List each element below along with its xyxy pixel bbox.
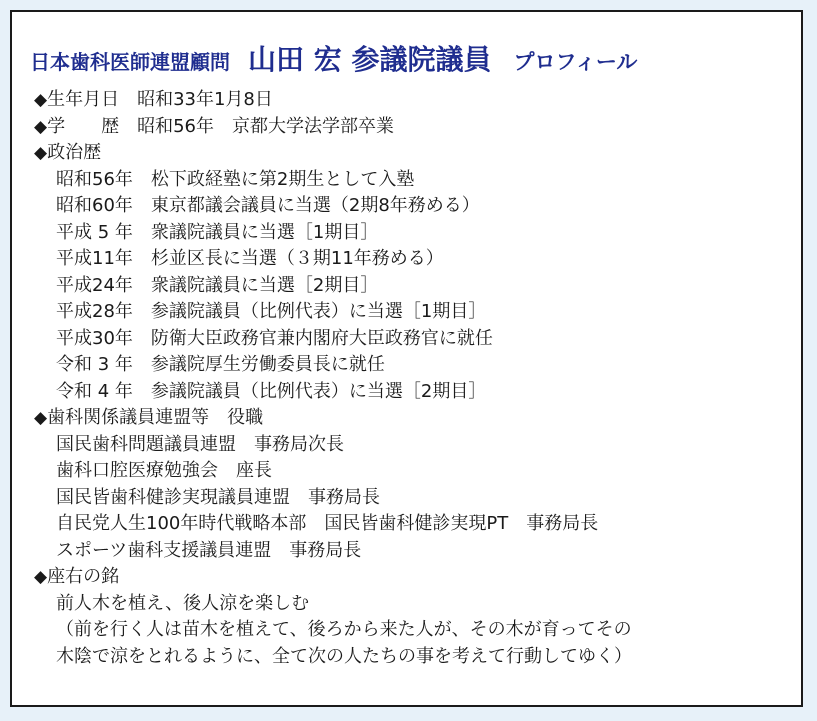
profile-line (34, 538, 794, 565)
line-text: （前を行く人は苗木を植えて、後ろから来た人が、その木が育ってその (56, 619, 632, 640)
profile-line (34, 193, 794, 220)
diamond-bullet-icon: ◆ (34, 143, 48, 163)
line-text: 国民皆歯科健診実現議員連盟 事務局長 (56, 486, 380, 508)
section-heading (34, 140, 794, 167)
line-text: 木陰で涼をとれるように、全て次の人たちの事を考えて行動してゆく） (56, 645, 632, 667)
line-text: 政治歴 (47, 142, 102, 163)
profile-line (34, 167, 794, 194)
profile-line (34, 273, 794, 300)
line-text: 平成24年 衆議院議員に当選［2期目］ (56, 274, 379, 296)
profile-line (34, 326, 794, 353)
profile-line (34, 432, 794, 459)
line-text: 平成11年 杉並区長に当選（３期11年務める） (56, 248, 444, 269)
line-text: 学 歴 昭和56年 京都大学法学部卒業 (47, 115, 394, 137)
profile-header (30, 38, 637, 78)
section-heading (34, 564, 794, 591)
line-text: スポーツ歯科支援議員連盟 事務局長 (56, 539, 362, 561)
profile-line (34, 511, 794, 538)
profile-line (34, 591, 794, 618)
diamond-bullet-icon: ◆ (34, 90, 48, 110)
line-text: 昭和56年 松下政経塾に第2期生として入塾 (56, 168, 415, 190)
line-text: 令和 3 年 参議院厚生労働委員長に就任 (56, 354, 385, 375)
line-text: 国民歯科問題議員連盟 事務局次長 (56, 433, 344, 455)
diamond-bullet-icon: ◆ (34, 408, 48, 428)
line-text: 前人木を植え、後人涼を楽しむ (56, 592, 310, 614)
line-text: 令和 4 年 参議院議員（比例代表）に当選［2期目］ (56, 380, 487, 402)
profile-line (34, 299, 794, 326)
section-heading (34, 87, 794, 114)
line-text: 平成30年 防衛大臣政務官兼内閣府大臣政務官に就任 (56, 327, 493, 349)
profile-line (34, 220, 794, 247)
profile-line (34, 246, 794, 273)
profile-card (10, 10, 803, 707)
line-text: 昭和60年 東京都議会議員に当選（2期8年務める） (56, 195, 480, 216)
section-heading (34, 405, 794, 432)
profile-line (34, 644, 794, 671)
profile-line (34, 379, 794, 406)
line-text: 生年月日 昭和33年1月8日 (47, 89, 273, 110)
line-text: 歯科口腔医療勉強会 座長 (56, 460, 272, 481)
header-profile-label: プロフィール (513, 50, 638, 74)
line-text: 平成 5 年 衆議院議員に当選［1期目］ (56, 221, 379, 243)
line-text: 自民党人生100年時代戦略本部 国民皆歯科健診実現PT 事務局長 (56, 513, 599, 534)
header-organization: 日本歯科医師連盟顧問 (30, 50, 230, 74)
header-name: 山田 宏 参議院議員 (248, 43, 492, 76)
profile-line (34, 485, 794, 512)
section-heading (34, 114, 794, 141)
profile-line (34, 617, 794, 644)
line-text: 歯科関係議員連盟等 役職 (47, 407, 264, 428)
line-text: 平成28年 参議院議員（比例代表）に当選［1期目］ (56, 301, 487, 322)
profile-line (34, 352, 794, 379)
profile-line (34, 458, 794, 485)
line-text: 座右の銘 (47, 566, 120, 587)
diamond-bullet-icon: ◆ (34, 116, 48, 137)
profile-body (34, 87, 794, 670)
diamond-bullet-icon: ◆ (34, 567, 48, 587)
